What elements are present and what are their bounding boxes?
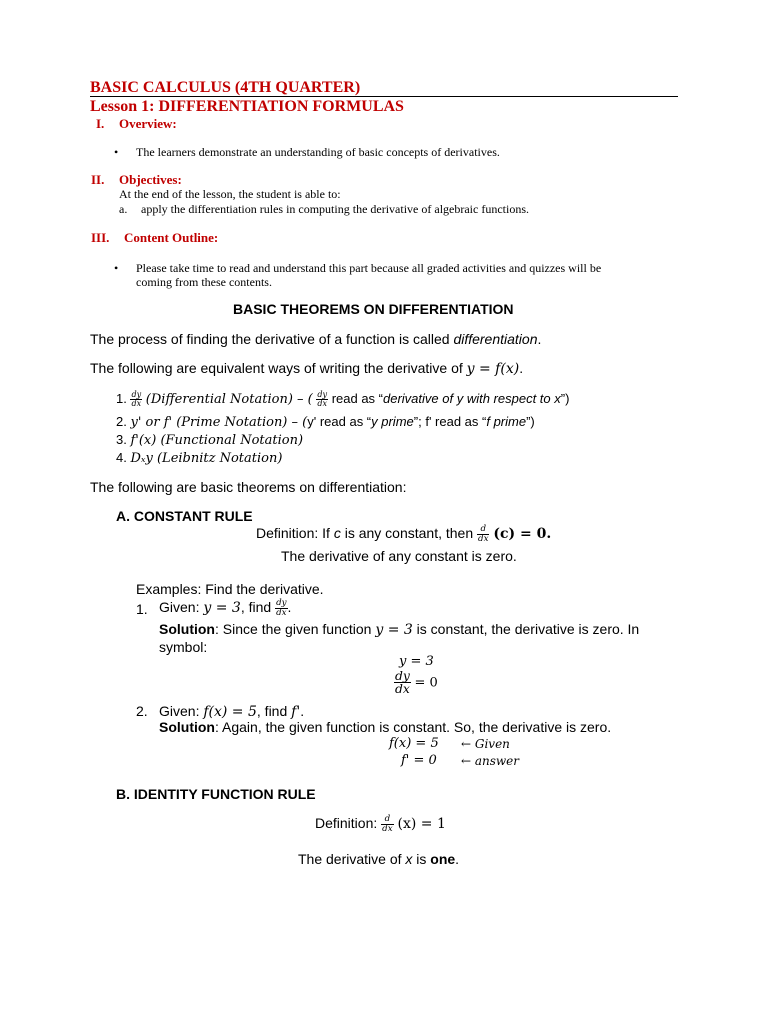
objectives-intro: At the end of the lesson, the student is able to: <box>119 187 341 201</box>
example-2-note-given: ← Given <box>461 737 510 751</box>
notation-item-2: 2. y' or f' (Prime Notation) – (y' read as “y prime”; f' read as “f prime”) <box>116 414 535 430</box>
identity-rule-statement: The derivative of x is one. <box>298 851 460 867</box>
theorems-paragraph-1: The process of finding the derivative of a function is called differentiation. <box>90 331 542 347</box>
objectives-heading: Objectives: <box>119 172 182 187</box>
example-1-solution-cont: symbol: <box>159 639 208 655</box>
content-outline-heading: Content Outline: <box>124 230 219 245</box>
document-title: BASIC CALCULUS (4TH QUARTER) <box>90 79 361 96</box>
d-dx-fraction: $\frac{d}{dx}$ <box>382 814 393 834</box>
content-outline-bullet-line1: • Please take time to read and understand this part because all graded activities and quizzes will be <box>136 261 601 276</box>
example-2-equation-1: f(x) = 5 <box>389 736 439 751</box>
example-2-given: Given: f(x) = 5, find f'. <box>159 703 305 720</box>
identity-rule-definition: Definition: $\frac{d}{dx}$ (x) = 1 <box>315 814 446 834</box>
theorems-heading: BASIC THEOREMS ON DIFFERENTIATION <box>233 301 514 317</box>
notation-item-3: 3. f'(x) (Functional Notation) <box>116 432 304 448</box>
objectives-numeral: II. <box>91 172 105 187</box>
dy-dx-fraction: $\frac{dy}{dx}$ <box>276 598 287 618</box>
identity-rule-heading: B. IDENTITY FUNCTION RULE <box>116 786 316 802</box>
example-1-number: 1. <box>136 601 148 617</box>
dy-dx-fraction: $\frac{dy}{dx}$ <box>395 669 410 697</box>
lesson-title: Lesson 1: DIFFERENTIATION FORMULAS <box>90 98 404 115</box>
example-1-equation-2: $\frac{dy}{dx}$ = 0 <box>395 669 438 697</box>
constant-rule-definition: Definition: If c is any constant, then $\frac{d}{dx}$ (c) = 0. <box>256 524 552 544</box>
basic-theorems-intro: The following are basic theorems on differentiation: <box>90 479 407 495</box>
overview-numeral: I. <box>96 116 105 131</box>
notation-item-4: 4. Dₓy (Leibnitz Notation) <box>116 450 283 466</box>
example-2-solution: Solution: Again, the given function is constant. So, the derivative is zero. <box>159 719 612 735</box>
example-2-note-answer: ← answer <box>461 754 520 768</box>
theorems-paragraph-2: The following are equivalent ways of writing the derivative of y = f(x). <box>90 360 524 377</box>
dy-dx-fraction: $\frac{dy}{dx}$ <box>317 390 328 409</box>
constant-rule-statement: The derivative of any constant is zero. <box>281 548 517 564</box>
objectives-item: apply the differentiation rules in computing the derivative of algebraic functions. <box>141 202 529 216</box>
example-1-solution: Solution: Since the given function y = 3 is constant, the derivative is zero. In <box>159 621 640 638</box>
example-2-number: 2. <box>136 703 148 719</box>
constant-examples-intro: Examples: Find the derivative. <box>136 581 324 597</box>
dy-dx-fraction: $\frac{dy}{dx}$ <box>131 390 142 409</box>
objectives-item-marker: a. <box>119 202 128 216</box>
content-outline-numeral: III. <box>91 230 110 245</box>
overview-heading: Overview: <box>119 116 177 131</box>
title-divider <box>90 96 678 97</box>
notation-item-1: 1. $\frac{dy}{dx}$ (Differential Notation) – ( $\frac{dy}{dx}$ read as “derivative of y with respect to x”) <box>116 390 570 409</box>
overview-bullet: • The learners demonstrate an understanding of basic concepts of derivatives. <box>136 145 500 160</box>
d-dx-fraction: $\frac{d}{dx}$ <box>478 524 489 544</box>
content-outline-bullet-line2: coming from these contents. <box>136 275 272 289</box>
constant-rule-heading: A. CONSTANT RULE <box>116 508 253 524</box>
example-1-equation-1: y = 3 <box>399 654 434 669</box>
example-2-equation-2: f' = 0 <box>401 753 437 768</box>
example-1-given: Given: y = 3, find $\frac{dy}{dx}$ . <box>159 598 292 618</box>
